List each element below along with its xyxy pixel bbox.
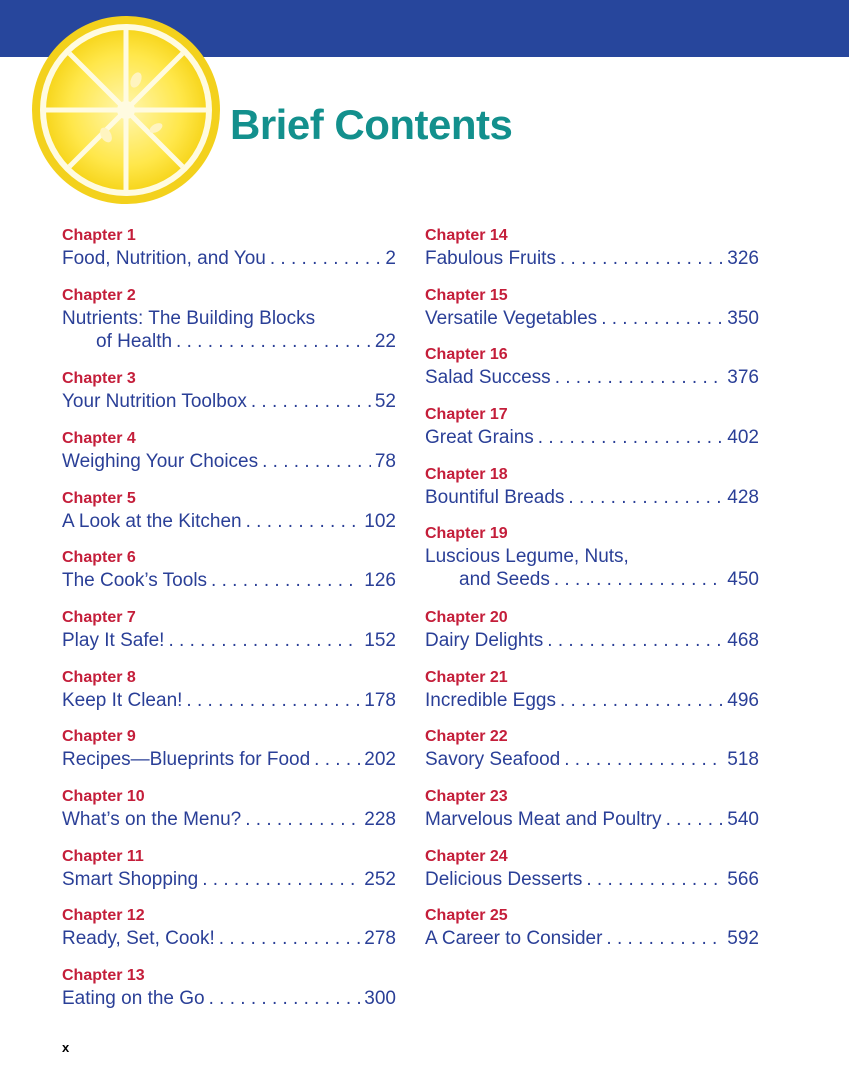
dot-leader bbox=[262, 450, 371, 473]
chapter-title-line bbox=[425, 808, 759, 831]
chapter-title: Great Grains bbox=[425, 427, 534, 449]
chapter-title: Salad Success bbox=[425, 367, 551, 389]
page-number: 22 bbox=[374, 330, 396, 352]
dot-leader bbox=[314, 748, 360, 771]
dot-leader bbox=[211, 569, 360, 592]
chapter-label: Chapter 10 bbox=[62, 788, 145, 805]
chapter-label: Chapter 16 bbox=[425, 346, 508, 364]
chapter-label: Chapter 22 bbox=[425, 728, 508, 746]
dot-leader bbox=[586, 868, 723, 891]
toc-entry bbox=[425, 285, 759, 345]
chapter-title: Versatile Vegetables bbox=[425, 307, 598, 329]
page-number: 78 bbox=[374, 450, 396, 472]
dot-leader bbox=[202, 868, 360, 891]
page-number: 326 bbox=[727, 248, 759, 269]
lemon-slice-image bbox=[26, 10, 226, 210]
chapter-title: Incredible Eggs bbox=[425, 689, 556, 711]
chapter-title: and Seeds bbox=[459, 569, 550, 591]
page-number: 202 bbox=[364, 749, 396, 771]
chapter-label: Chapter 2 bbox=[62, 286, 136, 304]
chapter-title-line bbox=[425, 486, 759, 509]
chapter-label: Chapter 17 bbox=[425, 406, 508, 424]
toc-left-column bbox=[62, 225, 396, 1025]
toc-entry bbox=[425, 404, 759, 464]
chapter-title: Ready, Set, Cook! bbox=[62, 928, 215, 950]
dot-leader bbox=[168, 629, 360, 652]
dot-leader bbox=[219, 927, 361, 950]
chapter-title: A Career to Consider bbox=[425, 928, 603, 950]
dot-leader bbox=[560, 247, 723, 270]
page-number: 102 bbox=[364, 510, 396, 532]
chapter-title: Delicious Desserts bbox=[425, 868, 583, 890]
dot-leader bbox=[601, 307, 723, 330]
chapter-title: Your Nutrition Toolbox bbox=[62, 391, 247, 413]
dot-leader bbox=[564, 748, 723, 771]
chapter-title: Savory Seafood bbox=[425, 749, 561, 771]
toc-entry bbox=[62, 607, 396, 667]
toc-entry bbox=[62, 285, 396, 369]
chapter-title-line bbox=[425, 568, 759, 591]
page-number: 152 bbox=[364, 629, 396, 651]
chapter-label: Chapter 3 bbox=[62, 370, 136, 388]
page-number: 468 bbox=[727, 629, 759, 651]
chapter-title: Keep It Clean! bbox=[62, 689, 183, 711]
dot-leader bbox=[270, 247, 382, 270]
chapter-title: of Health bbox=[96, 330, 173, 352]
chapter-title-line bbox=[62, 450, 396, 473]
toc-entry bbox=[425, 726, 759, 786]
dot-leader bbox=[560, 689, 723, 712]
toc-entry bbox=[62, 846, 396, 906]
chapter-title-line bbox=[62, 748, 396, 771]
chapter-title-line bbox=[425, 629, 759, 652]
chapter-title-line bbox=[425, 689, 759, 712]
toc-entry bbox=[62, 368, 396, 428]
chapter-title-line bbox=[62, 689, 396, 712]
chapter-title-line bbox=[62, 808, 396, 831]
chapter-label: Chapter 20 bbox=[425, 608, 508, 626]
page-number: 592 bbox=[727, 928, 759, 950]
chapter-title: Eating on the Go bbox=[62, 988, 205, 1010]
chapter-label: Chapter 8 bbox=[62, 668, 136, 686]
chapter-label: Chapter 21 bbox=[425, 668, 508, 686]
chapter-title: Recipes—Blueprints for Food bbox=[62, 749, 311, 771]
chapter-label: Chapter 15 bbox=[425, 286, 508, 304]
dot-leader bbox=[555, 366, 724, 389]
page-number: 566 bbox=[727, 868, 759, 890]
page-number: 376 bbox=[727, 367, 759, 389]
chapter-label: Chapter 19 bbox=[425, 525, 508, 543]
toc-entry bbox=[62, 965, 396, 1025]
page-number: 402 bbox=[727, 427, 759, 449]
page-number: 518 bbox=[727, 749, 759, 771]
page-number: 126 bbox=[364, 570, 396, 592]
dot-leader bbox=[547, 629, 723, 652]
page-number: 428 bbox=[727, 486, 759, 508]
dot-leader bbox=[209, 987, 361, 1010]
page-number: 300 bbox=[364, 988, 396, 1010]
chapter-title: Weighing Your Choices bbox=[62, 450, 259, 472]
toc-entry bbox=[425, 667, 759, 727]
chapter-title-line bbox=[62, 868, 396, 891]
chapter-title: Play It Safe! bbox=[62, 629, 165, 651]
chapter-title-line bbox=[425, 426, 759, 449]
page-number: 496 bbox=[727, 689, 759, 711]
chapter-title: Food, Nutrition, and You bbox=[62, 248, 266, 269]
chapter-label: Chapter 7 bbox=[62, 608, 136, 626]
toc-entry bbox=[62, 428, 396, 488]
chapter-label: Chapter 1 bbox=[62, 227, 136, 244]
chapter-label: Chapter 25 bbox=[425, 907, 508, 925]
chapter-label: Chapter 5 bbox=[62, 489, 136, 507]
chapter-title: Marvelous Meat and Poultry bbox=[425, 809, 662, 830]
dot-leader bbox=[251, 390, 371, 413]
chapter-title-line bbox=[425, 307, 759, 330]
chapter-label: Chapter 4 bbox=[62, 429, 136, 447]
toc-entry bbox=[425, 905, 759, 965]
page-number: 540 bbox=[727, 809, 759, 830]
chapter-label: Chapter 11 bbox=[62, 847, 144, 865]
chapter-title-line bbox=[425, 927, 759, 950]
dot-leader bbox=[554, 568, 723, 591]
toc-entry bbox=[62, 905, 396, 965]
toc-entry bbox=[62, 225, 396, 285]
toc-right-column bbox=[425, 225, 759, 965]
chapter-label: Chapter 18 bbox=[425, 465, 508, 483]
page-number: 450 bbox=[727, 569, 759, 591]
page-title: Brief Contents bbox=[230, 101, 513, 148]
chapter-title-line bbox=[62, 330, 396, 353]
chapter-title-line bbox=[62, 510, 396, 533]
chapter-label: Chapter 23 bbox=[425, 788, 508, 805]
chapter-title: Luscious Legume, Nuts, bbox=[425, 546, 629, 568]
toc-entry bbox=[425, 786, 759, 846]
page-number: 52 bbox=[374, 391, 396, 413]
chapter-label: Chapter 13 bbox=[62, 967, 145, 985]
page-folio: x bbox=[62, 1040, 70, 1055]
chapter-label: Chapter 12 bbox=[62, 907, 145, 925]
chapter-title-line bbox=[62, 569, 396, 592]
dot-leader bbox=[186, 689, 360, 712]
chapter-title: Nutrients: The Building Blocks bbox=[62, 307, 316, 329]
chapter-title: The Cook’s Tools bbox=[62, 570, 208, 592]
dot-leader bbox=[246, 510, 361, 533]
chapter-title: Bountiful Breads bbox=[425, 486, 565, 508]
chapter-label: Chapter 6 bbox=[62, 549, 136, 567]
page-number: 178 bbox=[364, 689, 396, 711]
chapter-title-line bbox=[425, 748, 759, 771]
toc-entry bbox=[62, 547, 396, 607]
dot-leader bbox=[538, 426, 724, 449]
dot-leader bbox=[666, 808, 724, 831]
chapter-title-line bbox=[62, 247, 396, 270]
page-number: 252 bbox=[364, 868, 396, 890]
page-number: 228 bbox=[364, 809, 396, 830]
dot-leader bbox=[245, 808, 360, 831]
page-number: 278 bbox=[364, 928, 396, 950]
chapter-title: Smart Shopping bbox=[62, 868, 199, 890]
chapter-label: Chapter 14 bbox=[425, 227, 508, 244]
chapter-title: Fabulous Fruits bbox=[425, 248, 556, 269]
dot-leader bbox=[176, 330, 371, 353]
chapter-title-line bbox=[62, 390, 396, 413]
toc-entry bbox=[425, 846, 759, 906]
page-number: 2 bbox=[385, 248, 396, 269]
dot-leader bbox=[606, 927, 723, 950]
chapter-title: Dairy Delights bbox=[425, 629, 544, 651]
chapter-label: Chapter 9 bbox=[62, 728, 136, 746]
toc-entry bbox=[425, 344, 759, 404]
chapter-title-line bbox=[425, 366, 759, 389]
toc-entry bbox=[425, 523, 759, 607]
toc-entry bbox=[62, 726, 396, 786]
toc-entry bbox=[62, 488, 396, 548]
chapter-title: A Look at the Kitchen bbox=[62, 510, 242, 532]
chapter-title-line bbox=[425, 868, 759, 891]
chapter-title-line bbox=[62, 927, 396, 950]
toc-entry bbox=[425, 225, 759, 285]
lemon-slice-icon bbox=[26, 10, 226, 210]
toc-entry bbox=[425, 607, 759, 667]
page-number: 350 bbox=[727, 307, 759, 329]
dot-leader bbox=[568, 486, 723, 509]
chapter-title-line bbox=[62, 629, 396, 652]
toc-entry bbox=[425, 464, 759, 524]
chapter-title-line bbox=[425, 545, 759, 568]
chapter-title-line bbox=[62, 987, 396, 1010]
chapter-label: Chapter 24 bbox=[425, 847, 508, 865]
chapter-title: What’s on the Menu? bbox=[62, 809, 242, 830]
chapter-title-line bbox=[425, 247, 759, 270]
toc-entry bbox=[62, 667, 396, 727]
chapter-title-line bbox=[62, 307, 396, 330]
toc-entry bbox=[62, 786, 396, 846]
